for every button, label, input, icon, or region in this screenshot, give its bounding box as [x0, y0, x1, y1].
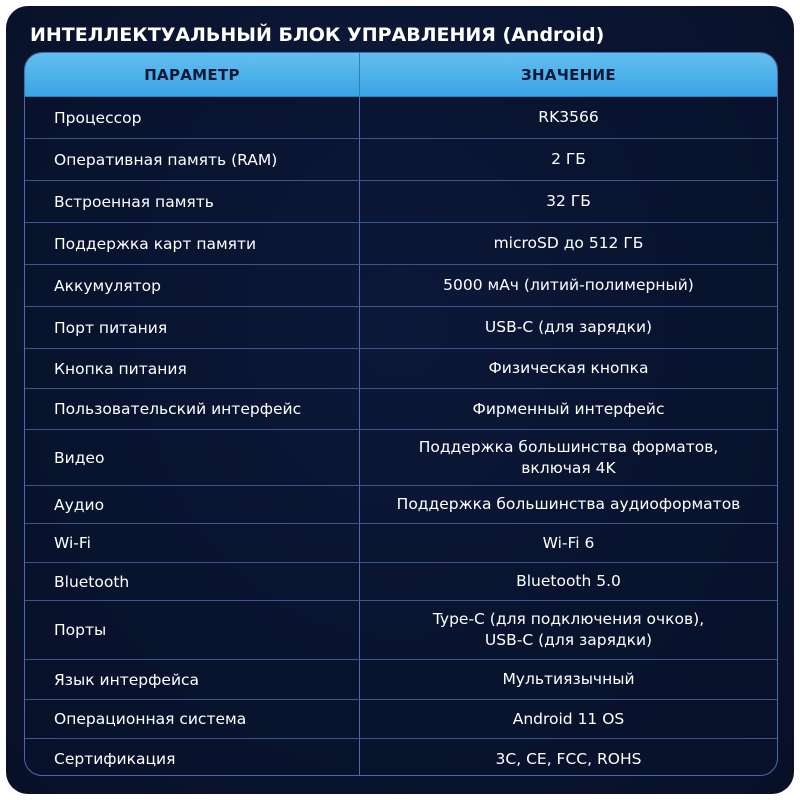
- param-cell: Аудио: [25, 486, 360, 523]
- value-line: Поддержка большинства аудиоформатов: [396, 495, 741, 513]
- param-cell: Оперативная память (RAM): [25, 139, 360, 180]
- param-cell: Порт питания: [25, 307, 360, 348]
- table-row: [25, 700, 777, 739]
- value-line: включая 4K: [521, 458, 616, 477]
- param-cell: Порты: [25, 601, 360, 659]
- value-cell: [360, 524, 777, 562]
- value-cell: [360, 97, 777, 138]
- value-cell: [360, 139, 777, 180]
- param-cell: Аккумулятор: [25, 265, 360, 306]
- table-row: [25, 563, 777, 601]
- value-cell: [360, 223, 777, 264]
- table-row: [25, 265, 777, 307]
- value-line: Поддержка большинства форматов,: [418, 437, 719, 456]
- param-cell: Сертификация: [25, 739, 360, 776]
- param-cell: Wi-Fi: [25, 524, 360, 562]
- value-cell: [360, 389, 777, 429]
- value-cell: [360, 700, 777, 738]
- value-line: USB-C (для зарядки): [484, 318, 653, 336]
- table-row: [25, 601, 777, 660]
- spec-table: [24, 52, 778, 776]
- table-row: [25, 739, 777, 776]
- value-cell: [360, 563, 777, 600]
- value-line: RK3566: [538, 108, 599, 126]
- value-line: 2 ГБ: [551, 150, 586, 168]
- value-line: Bluetooth 5.0: [516, 572, 621, 590]
- table-row: [25, 430, 777, 486]
- value-line: 32 ГБ: [546, 192, 591, 210]
- page-title: ИНТЕЛЛЕКТУАЛЬНЫЙ БЛОК УПРАВЛЕНИЯ (Android): [30, 24, 605, 46]
- value-line: 5000 мАч (литий-полимерный): [443, 276, 694, 294]
- value-cell: [360, 601, 777, 659]
- table-row: [25, 389, 777, 430]
- table-header: [25, 53, 777, 97]
- value-line: Android 11 OS: [512, 709, 625, 728]
- value-cell: [360, 660, 777, 699]
- value-line: Физическая кнопка: [488, 359, 649, 377]
- value-line: microSD до 512 ГБ: [493, 234, 644, 252]
- value-line: Мультиязычный: [502, 670, 635, 688]
- table-row: [25, 349, 777, 389]
- value-cell: [360, 739, 777, 776]
- header-param: ПАРАМЕТР: [25, 53, 360, 96]
- spec-card: [6, 6, 794, 794]
- table-row: [25, 486, 777, 524]
- value-cell: [360, 430, 777, 485]
- value-cell: [360, 181, 777, 222]
- param-cell: Пользовательский интерфейс: [25, 389, 360, 429]
- value-line: 3C, CE, FCC, ROHS: [495, 749, 642, 768]
- value-line: Type-C (для подключения очков),: [432, 610, 705, 628]
- value-cell: [360, 349, 777, 388]
- param-cell: Видео: [25, 430, 360, 485]
- table-row: [25, 307, 777, 349]
- param-cell: Операционная система: [25, 700, 360, 738]
- table-row: [25, 181, 777, 223]
- param-cell: Bluetooth: [25, 563, 360, 600]
- table-row: [25, 524, 777, 563]
- value-line: USB-C (для зарядки): [484, 631, 653, 649]
- param-cell: Язык интерфейса: [25, 660, 360, 699]
- table-row: [25, 139, 777, 181]
- param-cell: Поддержка карт памяти: [25, 223, 360, 264]
- table-body: [25, 97, 777, 776]
- param-cell: Встроенная память: [25, 181, 360, 222]
- header-value: ЗНАЧЕНИЕ: [521, 65, 616, 84]
- table-row: [25, 660, 777, 700]
- value-line: Wi-Fi 6: [542, 533, 595, 552]
- value-cell: [360, 265, 777, 306]
- table-row: [25, 97, 777, 139]
- value-cell: [360, 307, 777, 348]
- param-cell: Процессор: [25, 97, 360, 138]
- param-cell: Кнопка питания: [25, 349, 360, 388]
- value-cell: [360, 486, 777, 523]
- value-line: Фирменный интерфейс: [472, 399, 665, 418]
- table-row: [25, 223, 777, 265]
